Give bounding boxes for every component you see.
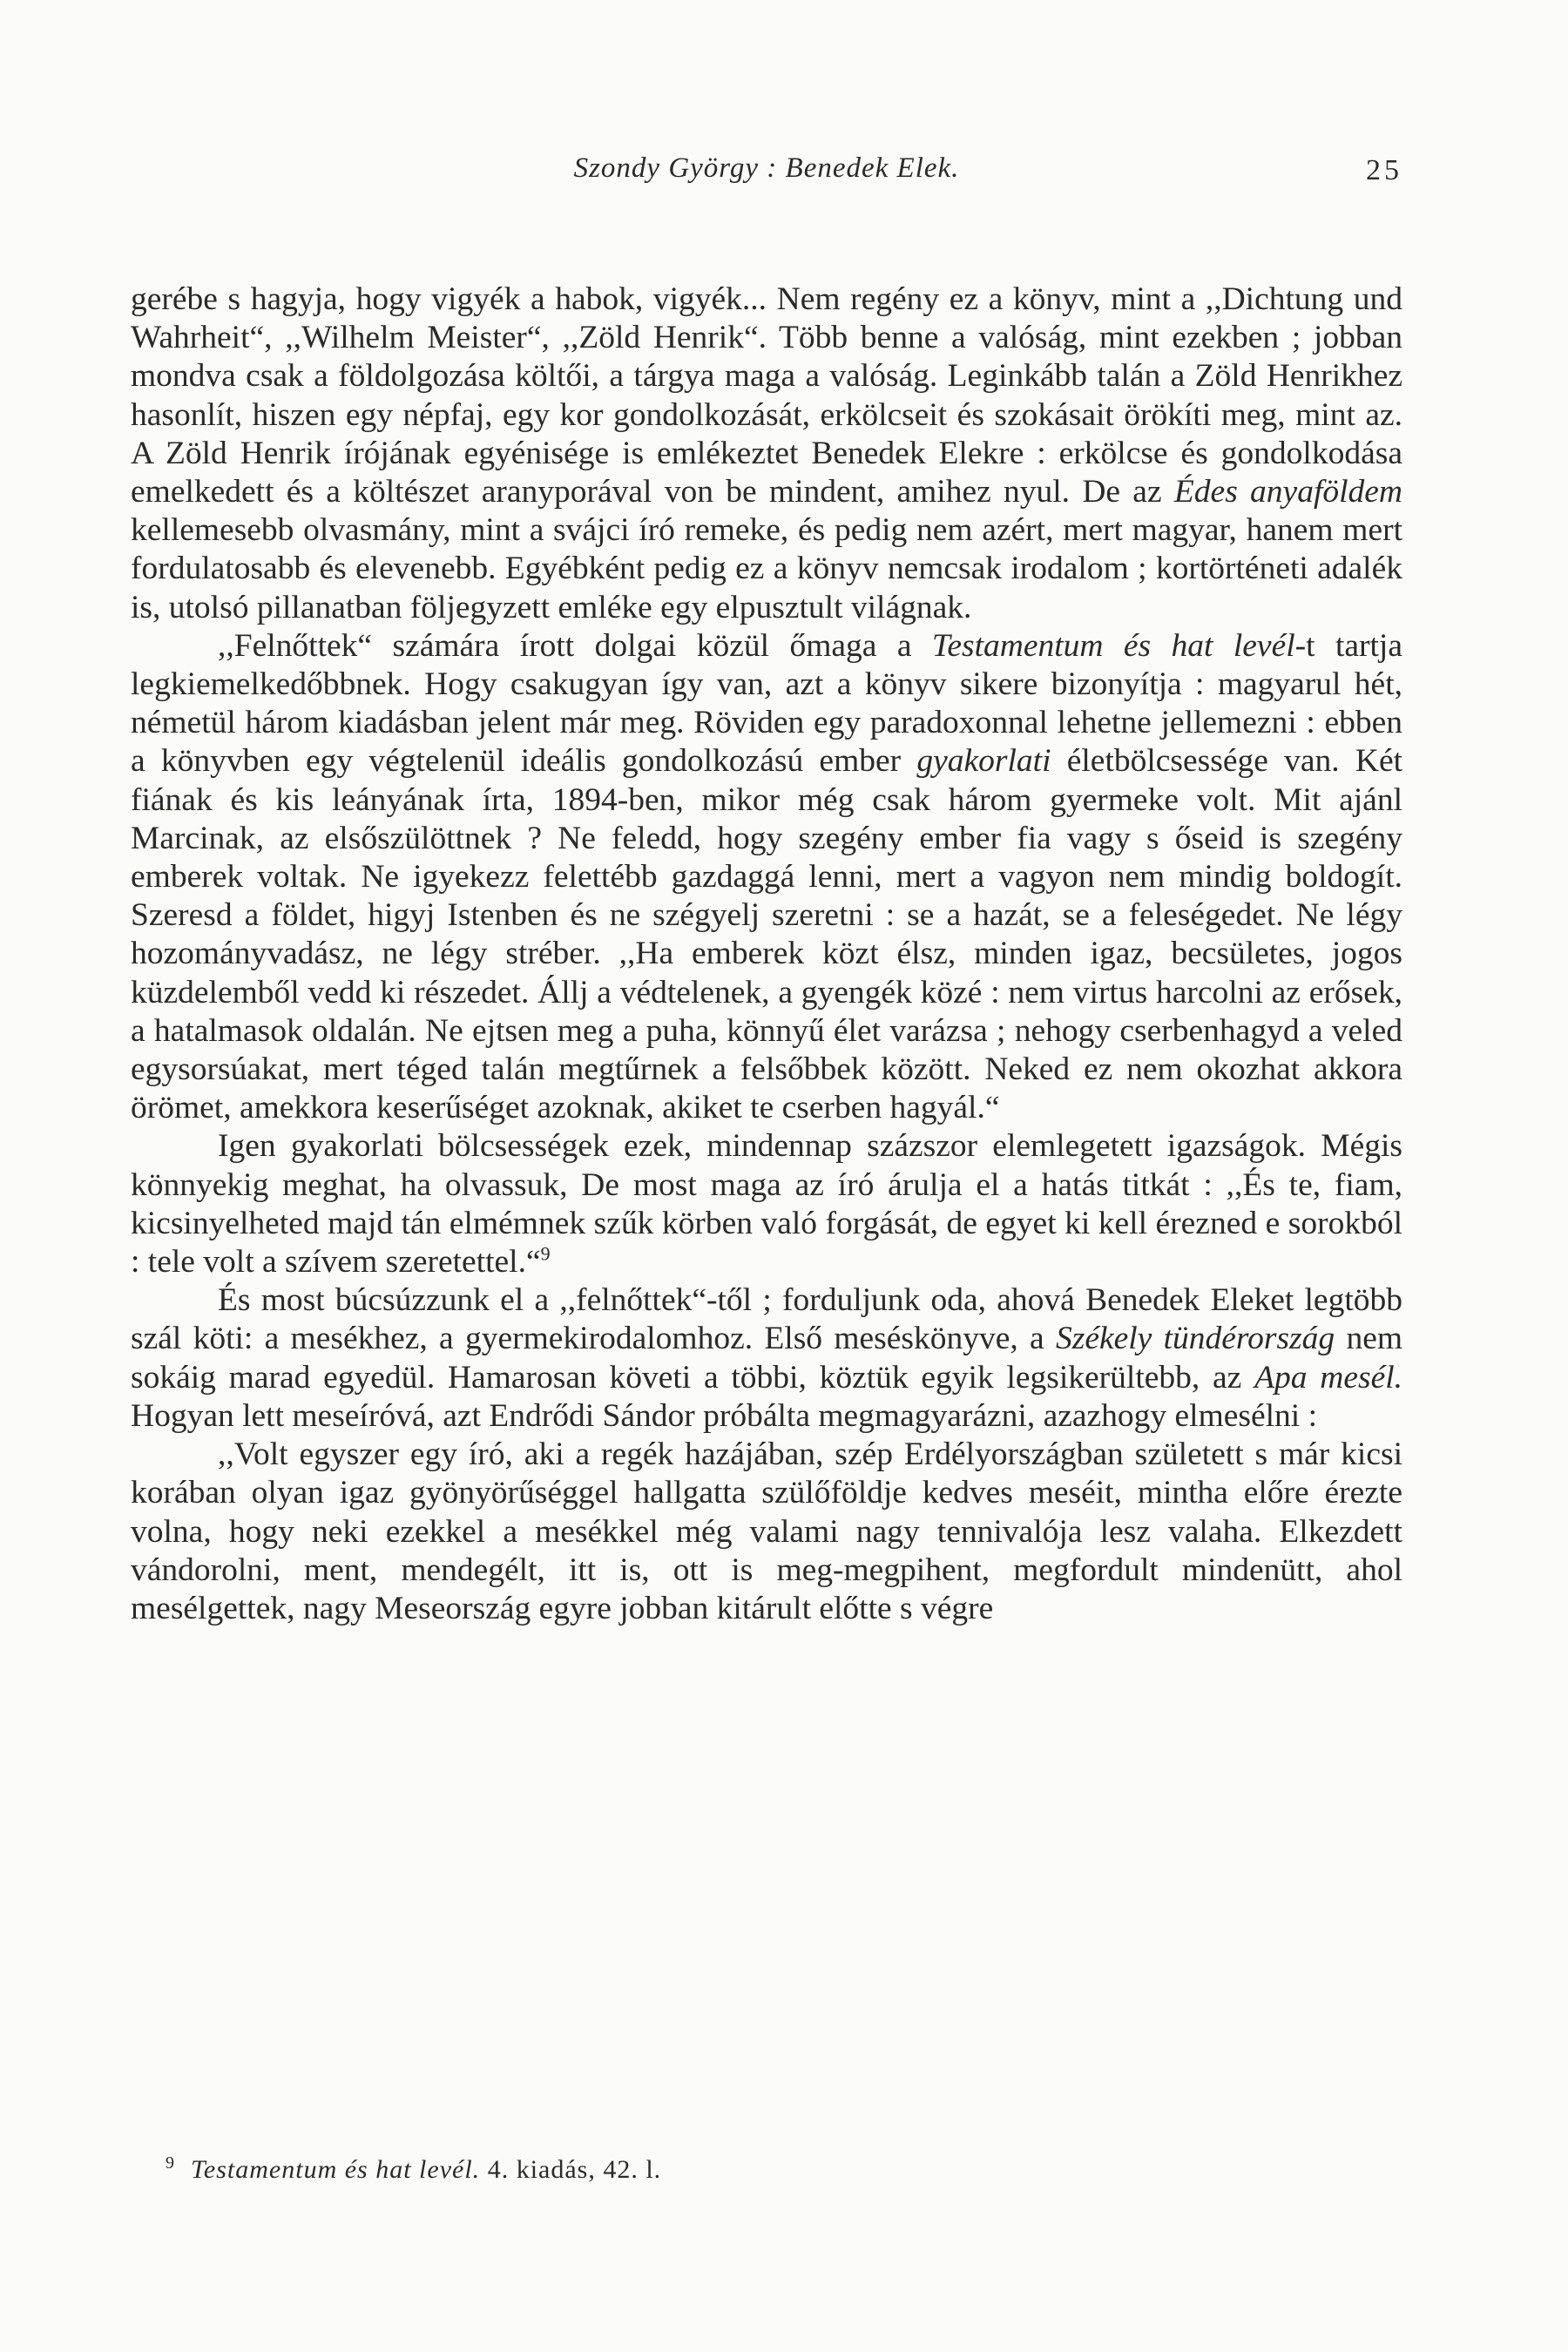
p4-italic-title-2: Apa mesél. [1254, 1359, 1403, 1396]
paragraph-1 [131, 280, 1402, 627]
footnote-mark: 9 [166, 2153, 175, 2173]
p4-italic-title-1: Székely tündérország [1055, 1321, 1335, 1357]
footnote-rest: 4. kiadás, 42. l. [487, 2155, 662, 2184]
running-head [131, 152, 1402, 196]
p2-text-a: ,,Felnőttek“ számára írott dolgai közül őmaga a [218, 627, 912, 664]
footnote-italic: Testamentum és hat levél. [191, 2155, 481, 2184]
footnote [166, 2153, 1385, 2185]
p1-text-a: gerébe s hagyja, hogy vigyék a habok, vigyék... Nem regény ez a könyv, mint a ,,Dichtung und Wahrheit“, ,,Wilhelm Meister“, ,,Zöld Henrik“. Több benne a valóság, mint ezekben ; jobban mondva csak a földolgozása költői, a tárgya maga a valóság. Leginkább talán a Zöld Henrikhez hasonlít, hiszen egy népfaj, egy kor gondolkozását, erkölcseit és szokásait örökíti meg, mint az. A Zöld Henrik írójának egyénisége is emlékeztet Benedek Elekre : erkölcse és gondolkodása emelkedett és a költészet aranyporával von be mindent, amihez nyul. De az [131, 281, 1402, 510]
p1-italic-title: Édes anyaföldem [1173, 474, 1403, 510]
p4-text-a: És most búcsúzzunk el a ,,felnőttek“-től ; forduljunk oda, ahová Benedek Eleket legtöbb szál köti: a mesékhez, a gyermekirodalomhoz. Első meséskönyve, a [131, 1282, 1402, 1357]
p3-text: Igen gyakorlati bölcsességek ezek, mindennap százszor elemlegetett igazságok. Mégis könnyekig meghat, ha olvassuk, De most maga az író árulja el a hatás titkát : ,,És te, fiam, kicsinyelheted majd tán elmémnek szűk körben való forgását, de egyet ki kell érezned e sorokból : tele volt a szívem szeretettel.“ [131, 1128, 1402, 1281]
page-number: 25 [1366, 154, 1402, 186]
paragraph-4 [131, 1281, 1402, 1436]
p2-text-c: életbölcsessége van. Két fiának és kis leányának írta, 1894-ben, mikor még csak három gyermeke volt. Mit ajánl Marcinak, az elsőszülöttnek ? Ne feledd, hogy szegény ember fia vagy s őseid is szegény emberek voltak. Ne igyekezz felettébb gazdaggá lenni, mert a vagyon nem mindig boldogít. Szeresd a földet, higyj Istenben és ne szégyelj szeretni : se a hazát, se a feleségedet. Ne légy hozományvadász, ne légy stréber. ,,Ha emberek közt élsz, minden igaz, becsületes, jogos küzdelemből vedd ki részedet. Állj a védtelenek, a gyengék közé : nem virtus harcolni az erősek, a hatalmasok oldalán. Ne ejtsen meg a puha, könnyű élet varázsa ; nehogy cserbenhagyd a veled egysorsúakat, mert téged talán megtűrnek a felsőbbek között. Neked ez nem okozhat akkora örömet, amekkora keserűséget azoknak, akiket te cserben hagyál.“ [131, 743, 1403, 1126]
paragraph-2 [131, 627, 1402, 1128]
p5-text: ,,Volt egyszer egy író, aki a regék hazájában, szép Erdélyországban született s már kicsi korában olyan igaz gyönyörűséggel hallgatta szülőföldje kedves meséit, mintha előre érezte volna, hogy neki ezekkel a mesékkel még valami nagy tennivalója lesz valaha. Elkezdett vándorolni, ment, mendegélt, itt is, ott is meg-megpihent, megfordult mindenütt, ahol mesélgettek, nagy Meseország egyre jobban kitárult előtte s végre [131, 1436, 1402, 1626]
running-title: Szondy György : Benedek Elek. [573, 152, 960, 184]
p2-italic-title: Testamentum és hat levél [931, 627, 1295, 664]
footnote-reference: 9 [540, 1242, 551, 1265]
p2-text-b: -t tartja legkiemelkedőbbnek. Hogy csakugyan így van, azt a könyv sikere bizonyítja : magyarul hét, németül három kiadásban jelent már meg. Röviden egy paradoxonnal lehetne jellemezni : ebben a könyvben egy végtelenül ideális gondolkozású ember [131, 627, 1402, 780]
p1-text-b: kellemesebb olvasmány, mint a svájci író remeke, és pedig nem azért, mert magyar, hanem mert fordulatosabb és elevenebb. Egyébként pedig ez a könyv nemcsak irodalom ; kortörténeti adalék is, utolsó pillanatban följegyzett emléke egy elpusztult világnak. [131, 512, 1402, 625]
paragraph-5 [131, 1436, 1402, 1628]
p4-text-c: Hogyan lett meseíróvá, azt Endrődi Sándor próbálta megmagyarázni, azazhogy elmesélni : [131, 1397, 1318, 1434]
body-text [131, 280, 1402, 1628]
paragraph-3 [131, 1127, 1402, 1281]
p4-text-b: nem sokáig marad egyedül. Hamarosan követi a többi, köztük egyik legsikerültebb, az [131, 1321, 1403, 1396]
p2-italic-word: gyakorlati [916, 743, 1051, 780]
